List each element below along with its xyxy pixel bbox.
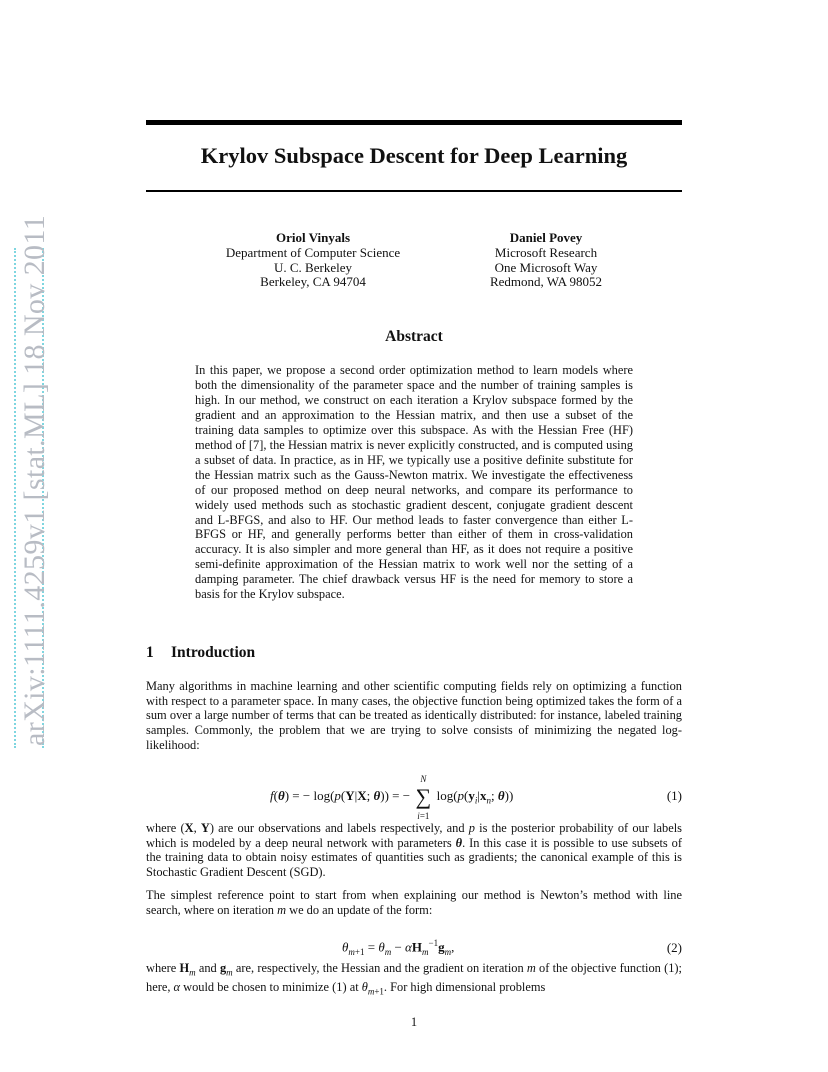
paragraph: where $H_m$ and $g_m$ are, respectively, the Hessian and the gradient on iteration m of the objective function (1); here, α would be chosen to minimize (1) at $\theta_{m+1}$. For high dimensional problems xyxy=(146,961,682,997)
title-rule-bottom xyxy=(146,190,682,192)
abstract-text: In this paper, we propose a second order optimization method to learn models where both the dimensionality of the parameter space and the number of training samples is high. In our method, we construct on each iteration a Krylov subspace formed by the gradient and an approximation to the Hessian matrix, and then use a subset of the training data samples to optimize over this subspace. As with the Hessian Free (HF) method of [7], the Hessian matrix is never explicitly constructed, and is computed using a subset of data. In practice, as in HF, we typically use a positive definite substitute for the Hessian matrix such as the Gauss-Newton matrix. We investigate the effectiveness of our proposed method on deep neural networks, and compare its performance to widely used methods such as stochastic gradient descent, conjugate gradient descent and L-BFGS, and also to HF. Our method leads to faster convergence than either L-BFGS or HF, and generally performs better than either of them in cross-validation accuracy. It is also simpler and more general than HF, as it does not require a positive semi-definite approximation of the Hessian matrix to work well nor the setting of a damping parameter. The chief drawback versus HF is the need for memory to store a basis for the Krylov subspace. xyxy=(195,363,633,602)
paragraph: The simplest reference point to start from when explaining our method is Newton’s method with line search, where on iteration m we do an update of the form: xyxy=(146,888,682,917)
paragraph: Many algorithms in machine learning and other scientific computing fields rely on optimizing a function with respect to a parameter space. In many cases, the objective function being optimized takes the form of a sum over a large number of terms that can be treated as identically distributed: for instance, labeled training samples. Commonly, the problem that we are trying to solve consists of minimizing the negated log-likelihood: xyxy=(146,679,682,752)
equation-number: (2) xyxy=(666,940,682,955)
paper-title: Krylov Subspace Descent for Deep Learning xyxy=(200,143,628,168)
author-name: Daniel Povey xyxy=(509,230,583,245)
page-number: 1 xyxy=(410,1015,418,1029)
equation-2 xyxy=(146,938,682,958)
author-affiliation: Department of Computer Science xyxy=(225,244,401,260)
author-affiliation: Redmond, WA 98052 xyxy=(489,274,603,290)
section-heading xyxy=(146,644,255,662)
author-affiliation: One Microsoft Way xyxy=(494,259,598,275)
author-affiliation: U. C. Berkeley xyxy=(274,259,352,275)
equation-number: (1) xyxy=(666,788,682,803)
author-affiliation: Berkeley, CA 94704 xyxy=(260,274,366,290)
author-affiliation: Microsoft Research xyxy=(494,244,598,260)
author-name: Oriol Vinyals xyxy=(275,230,351,245)
paragraph: where (X, Y) are our observations and labels respectively, and p is the posterior probability of our labels which is modeled by a deep neural network with parameters θ. In this case it is possible to use subsets of the training data to obtain noisy estimates of quantities such as gradients; the canonical example of this is Stochastic Gradient Descent (SGD). xyxy=(146,821,682,880)
author-block-1 xyxy=(210,231,416,290)
abstract-heading: Abstract xyxy=(385,328,443,345)
author-block-2 xyxy=(468,231,624,290)
equation-2-body: $\theta_{m+1} = \theta_m - \alpha H_m^{-1}g_m$, xyxy=(342,938,455,957)
title-rule-top xyxy=(146,120,682,125)
section-number: 1 xyxy=(146,644,154,661)
equation-1 xyxy=(146,772,682,821)
sum-symbol: N ∑ i=1 xyxy=(415,774,432,821)
arxiv-id: arXiv:1111.4259v1 [stat.ML] 18 Nov 2011 xyxy=(18,214,51,746)
equation-1-body: f(θ) = − log(p(Y|X; θ)) = − N ∑ i=1 $\log(p(y_i|x_n$; θ)) xyxy=(270,774,514,821)
section-title: Introduction xyxy=(171,644,256,661)
